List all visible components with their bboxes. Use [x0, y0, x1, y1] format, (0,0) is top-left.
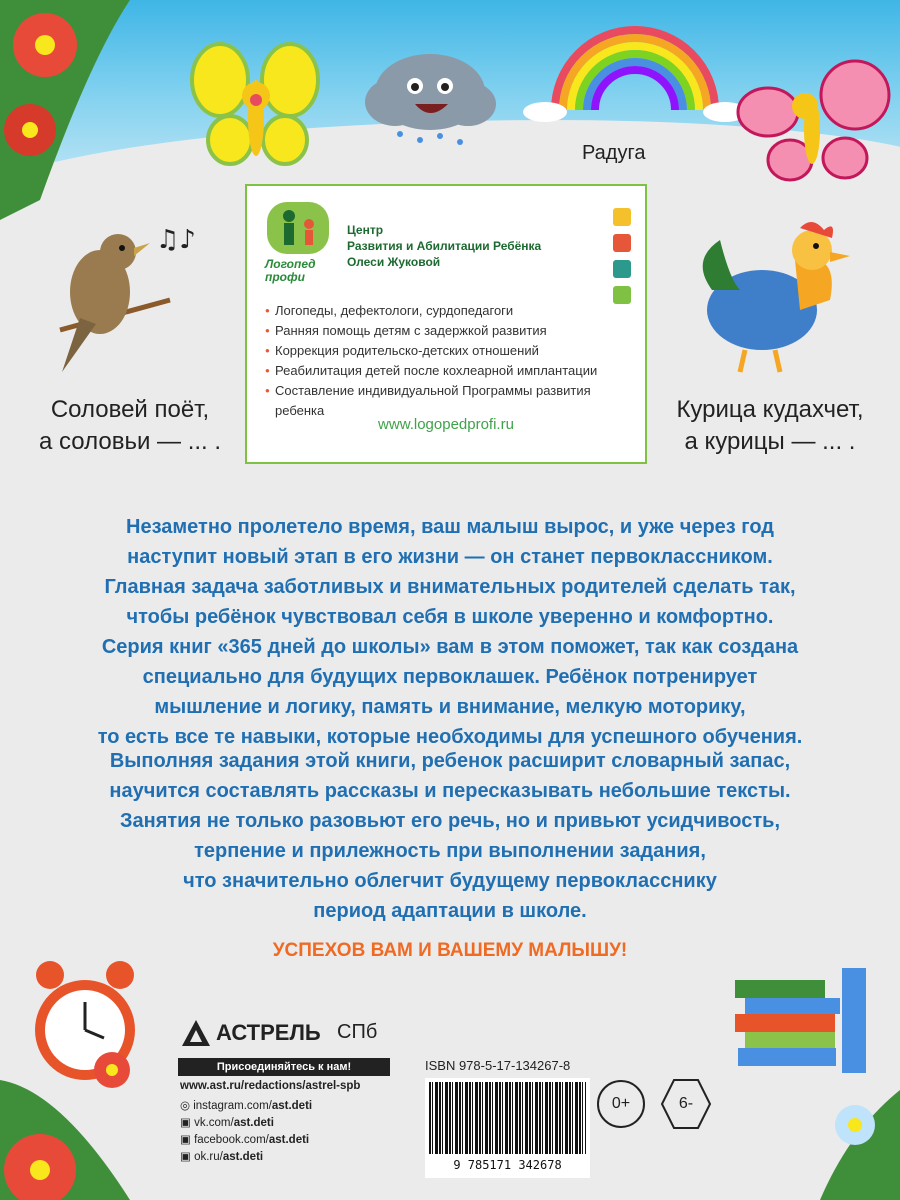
publisher-website-link[interactable]: www.ast.ru/redactions/astrel-spb — [180, 1080, 361, 1092]
rainbow-icon — [555, 30, 715, 110]
description-line: то есть все те навыки, которые необходимы для успешного обучения. — [97, 726, 803, 748]
social-link-prefix: instagram.com/ — [193, 1100, 272, 1112]
butterfly-pink-icon — [738, 61, 889, 180]
description-line: терпение и прилежность при выполнении задания, — [194, 840, 706, 862]
description-line: период адаптации в школе. — [313, 900, 587, 922]
description-line: научится составлять рассказы и пересказывать небольшие тексты. — [109, 780, 791, 802]
description-line: Выполняя задания этой книги, ребенок расширит словарный запас, — [109, 750, 791, 772]
nightingale-caption-line-1: Соловей поёт, — [50, 396, 210, 423]
description-line: специально для будущих первоклашек. Ребёнок потренирует — [142, 666, 758, 688]
heart-badge-icon — [613, 208, 631, 226]
service-item: ● Логопеды, дефектологи, сурдопедагоги — [265, 301, 637, 321]
barcode — [425, 1078, 590, 1178]
butterfly-yellow-icon — [192, 44, 318, 164]
logoped-logo-icon — [265, 198, 335, 258]
description-line: Главная задача заботливых и внимательных родителей сделать так, — [104, 576, 796, 598]
age-recommend-badge: 6- — [678, 1095, 694, 1112]
service-item: ● Ранняя помощь детям с задержкой развития — [265, 321, 637, 341]
description-line: мышление и логику, память и внимание, мелкую моторику, — [154, 696, 746, 718]
ok-icon: ▣ — [180, 1151, 195, 1163]
social-links — [180, 1098, 312, 1166]
publisher-name: АСТРЕЛЬ — [216, 1020, 321, 1045]
logo-text — [265, 258, 316, 283]
description-line: Серия книг «365 дней до школы» вам в этом поможет, так как создана — [101, 636, 799, 658]
social-link-ok[interactable] — [180, 1149, 312, 1166]
social-link-prefix: ok.ru/ — [194, 1151, 223, 1163]
rooster-icon — [703, 222, 850, 372]
center-name — [347, 222, 541, 271]
card-website-link[interactable]: www.logopedprofi.ru — [378, 416, 514, 433]
logo-text-line-1: Логопед — [265, 257, 316, 271]
social-link-instagram[interactable] — [180, 1098, 312, 1115]
service-item: ● Реабилитация детей после кохлеарной имплантации — [265, 361, 637, 381]
logoped-profi-card — [245, 184, 647, 464]
social-link-vk[interactable] — [180, 1115, 312, 1132]
social-link-handle: ast.deti — [233, 1117, 274, 1129]
heart-badge-icon — [613, 234, 631, 252]
music-notes-icon: ♫♪ — [156, 225, 196, 255]
description-line: Незаметно пролетело время, ваш малыш вырос, и уже через год — [126, 516, 774, 538]
astrel-logo-icon — [180, 1018, 212, 1048]
social-link-handle: ast.deti — [271, 1100, 313, 1112]
barcode-digits: 9 785171 342678 — [453, 1158, 562, 1172]
facebook-icon: ▣ — [180, 1134, 195, 1146]
logo-text-line-2: профи — [265, 269, 305, 284]
instagram-icon: ◎ — [180, 1100, 194, 1112]
social-link-facebook[interactable] — [180, 1132, 312, 1149]
publisher-city: СПб — [337, 1021, 378, 1043]
rooster-caption-line-1: Курица кудахчет, — [676, 396, 864, 423]
age-rating-badge: 0+ — [597, 1080, 645, 1128]
rain-cloud-icon — [365, 54, 496, 145]
flower-top-left-icon — [0, 0, 130, 220]
rainbow-label: Радуга — [582, 142, 646, 164]
nightingale-caption-line-2: а соловьи — ... . — [38, 428, 222, 456]
description-line: наступит новый этап в его жизни — он станет первоклассником. — [127, 546, 773, 568]
social-link-handle: ast.deti — [268, 1134, 310, 1146]
service-item: ● Коррекция родительско-детских отношений — [265, 341, 637, 361]
description-line: чтобы ребёнок чувствовал себя в школе уверенно и комфортно. — [126, 606, 774, 628]
services-list — [265, 301, 637, 421]
heart-badge-icon — [613, 260, 631, 278]
service-item: ● Составление индивидуальной Программы развития ребенка — [265, 381, 637, 421]
rooster-caption-line-2: а курицы — ... . — [684, 428, 856, 456]
description-line: Занятия не только разовьют его речь, но и привьют усидчивость, — [119, 810, 781, 832]
description-paragraph-2 — [60, 746, 840, 926]
rooster-caption — [650, 394, 890, 459]
center-name-line-3: Олеси Жуковой — [347, 255, 441, 270]
center-name-line-2: Развития и Абилитации Ребёнка — [347, 239, 542, 254]
social-link-prefix: vk.com/ — [194, 1117, 234, 1129]
vk-icon: ▣ — [180, 1117, 195, 1129]
description-paragraph-1 — [60, 512, 840, 752]
nightingale-bird-icon — [60, 234, 170, 372]
books-stack-icon — [735, 968, 866, 1073]
join-us-banner: Присоединяйтесь к нам! — [178, 1058, 390, 1076]
social-link-prefix: facebook.com/ — [194, 1134, 269, 1146]
center-name-line-1: Центр — [347, 223, 384, 237]
social-link-handle: ast.deti — [222, 1151, 264, 1163]
barcode-bars-icon — [429, 1082, 586, 1154]
nightingale-caption — [10, 394, 250, 459]
slogan: УСПЕХОВ ВАМ И ВАШЕМУ МАЛЫШУ! — [272, 940, 628, 961]
flower-bottom-right-icon — [820, 1090, 900, 1200]
description-line: что значительно облегчит будущему первокласснику — [183, 870, 717, 892]
isbn-label: ISBN 978-5-17-134267-8 — [425, 1058, 571, 1073]
